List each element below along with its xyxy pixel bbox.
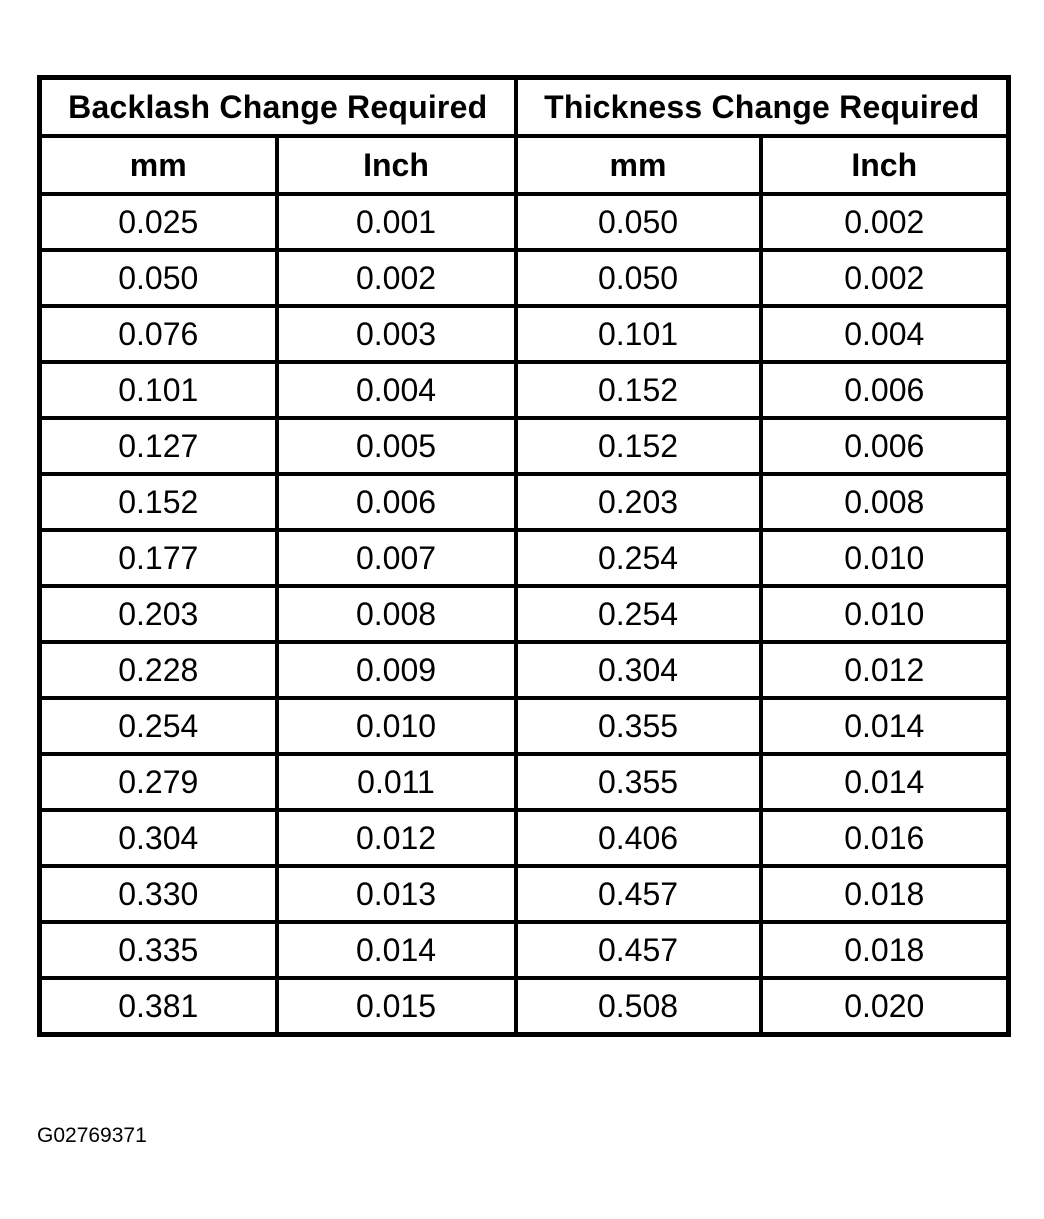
backlash-inch-cell: 0.010 (277, 698, 516, 754)
backlash-mm-cell: 0.203 (40, 586, 277, 642)
conversion-table (37, 75, 1011, 1037)
thickness-mm-cell: 0.406 (516, 810, 761, 866)
backlash-inch-cell: 0.014 (277, 922, 516, 978)
backlash-inch-cell: 0.008 (277, 586, 516, 642)
backlash-inch-cell: 0.005 (277, 418, 516, 474)
thickness-inch-cell: 0.018 (761, 922, 1009, 978)
table-row (40, 866, 1009, 922)
table-row (40, 754, 1009, 810)
table-row (40, 586, 1009, 642)
thickness-mm-cell: 0.254 (516, 586, 761, 642)
backlash-change-header: Backlash Change Required (40, 78, 516, 137)
backlash-inch-cell: 0.009 (277, 642, 516, 698)
backlash-inch-cell: 0.004 (277, 362, 516, 418)
backlash-mm-cell: 0.076 (40, 306, 277, 362)
backlash-mm-cell: 0.025 (40, 194, 277, 250)
table-row (40, 306, 1009, 362)
backlash-mm-cell: 0.381 (40, 978, 277, 1035)
thickness-mm-cell: 0.457 (516, 922, 761, 978)
group-header-row (40, 78, 1009, 137)
backlash-mm-cell: 0.177 (40, 530, 277, 586)
backlash-mm-header: mm (40, 136, 277, 194)
backlash-mm-cell: 0.127 (40, 418, 277, 474)
backlash-inch-header: Inch (277, 136, 516, 194)
thickness-mm-cell: 0.152 (516, 418, 761, 474)
thickness-inch-cell: 0.016 (761, 810, 1009, 866)
table-row (40, 922, 1009, 978)
table-row (40, 250, 1009, 306)
backlash-mm-cell: 0.330 (40, 866, 277, 922)
table-row (40, 698, 1009, 754)
thickness-inch-cell: 0.014 (761, 698, 1009, 754)
thickness-inch-cell: 0.004 (761, 306, 1009, 362)
backlash-mm-cell: 0.228 (40, 642, 277, 698)
thickness-inch-cell: 0.010 (761, 586, 1009, 642)
backlash-mm-cell: 0.050 (40, 250, 277, 306)
thickness-inch-cell: 0.006 (761, 362, 1009, 418)
table-row (40, 418, 1009, 474)
thickness-inch-cell: 0.002 (761, 250, 1009, 306)
table-body (40, 194, 1009, 1035)
thickness-inch-cell: 0.014 (761, 754, 1009, 810)
backlash-inch-cell: 0.003 (277, 306, 516, 362)
thickness-inch-cell: 0.002 (761, 194, 1009, 250)
thickness-mm-cell: 0.508 (516, 978, 761, 1035)
thickness-change-header: Thickness Change Required (516, 78, 1009, 137)
thickness-mm-cell: 0.152 (516, 362, 761, 418)
thickness-mm-cell: 0.304 (516, 642, 761, 698)
backlash-inch-cell: 0.012 (277, 810, 516, 866)
table-row (40, 810, 1009, 866)
table-row (40, 474, 1009, 530)
backlash-inch-cell: 0.013 (277, 866, 516, 922)
table-row (40, 194, 1009, 250)
table-row (40, 642, 1009, 698)
backlash-mm-cell: 0.254 (40, 698, 277, 754)
backlash-mm-cell: 0.101 (40, 362, 277, 418)
backlash-inch-cell: 0.007 (277, 530, 516, 586)
thickness-mm-cell: 0.050 (516, 250, 761, 306)
unit-header-row (40, 136, 1009, 194)
thickness-mm-cell: 0.457 (516, 866, 761, 922)
thickness-inch-cell: 0.008 (761, 474, 1009, 530)
backlash-inch-cell: 0.011 (277, 754, 516, 810)
thickness-mm-cell: 0.355 (516, 698, 761, 754)
thickness-inch-cell: 0.012 (761, 642, 1009, 698)
backlash-inch-cell: 0.002 (277, 250, 516, 306)
thickness-inch-cell: 0.010 (761, 530, 1009, 586)
backlash-mm-cell: 0.279 (40, 754, 277, 810)
thickness-mm-cell: 0.101 (516, 306, 761, 362)
backlash-mm-cell: 0.152 (40, 474, 277, 530)
thickness-mm-cell: 0.203 (516, 474, 761, 530)
backlash-inch-cell: 0.015 (277, 978, 516, 1035)
backlash-inch-cell: 0.006 (277, 474, 516, 530)
thickness-inch-cell: 0.006 (761, 418, 1009, 474)
thickness-inch-header: Inch (761, 136, 1009, 194)
thickness-mm-cell: 0.254 (516, 530, 761, 586)
backlash-inch-cell: 0.001 (277, 194, 516, 250)
thickness-inch-cell: 0.020 (761, 978, 1009, 1035)
table-row (40, 362, 1009, 418)
thickness-mm-cell: 0.355 (516, 754, 761, 810)
figure-id: G02769371 (37, 1124, 147, 1147)
thickness-mm-header: mm (516, 136, 761, 194)
thickness-mm-cell: 0.050 (516, 194, 761, 250)
table-row (40, 530, 1009, 586)
backlash-mm-cell: 0.304 (40, 810, 277, 866)
table-row (40, 978, 1009, 1035)
backlash-mm-cell: 0.335 (40, 922, 277, 978)
thickness-inch-cell: 0.018 (761, 866, 1009, 922)
